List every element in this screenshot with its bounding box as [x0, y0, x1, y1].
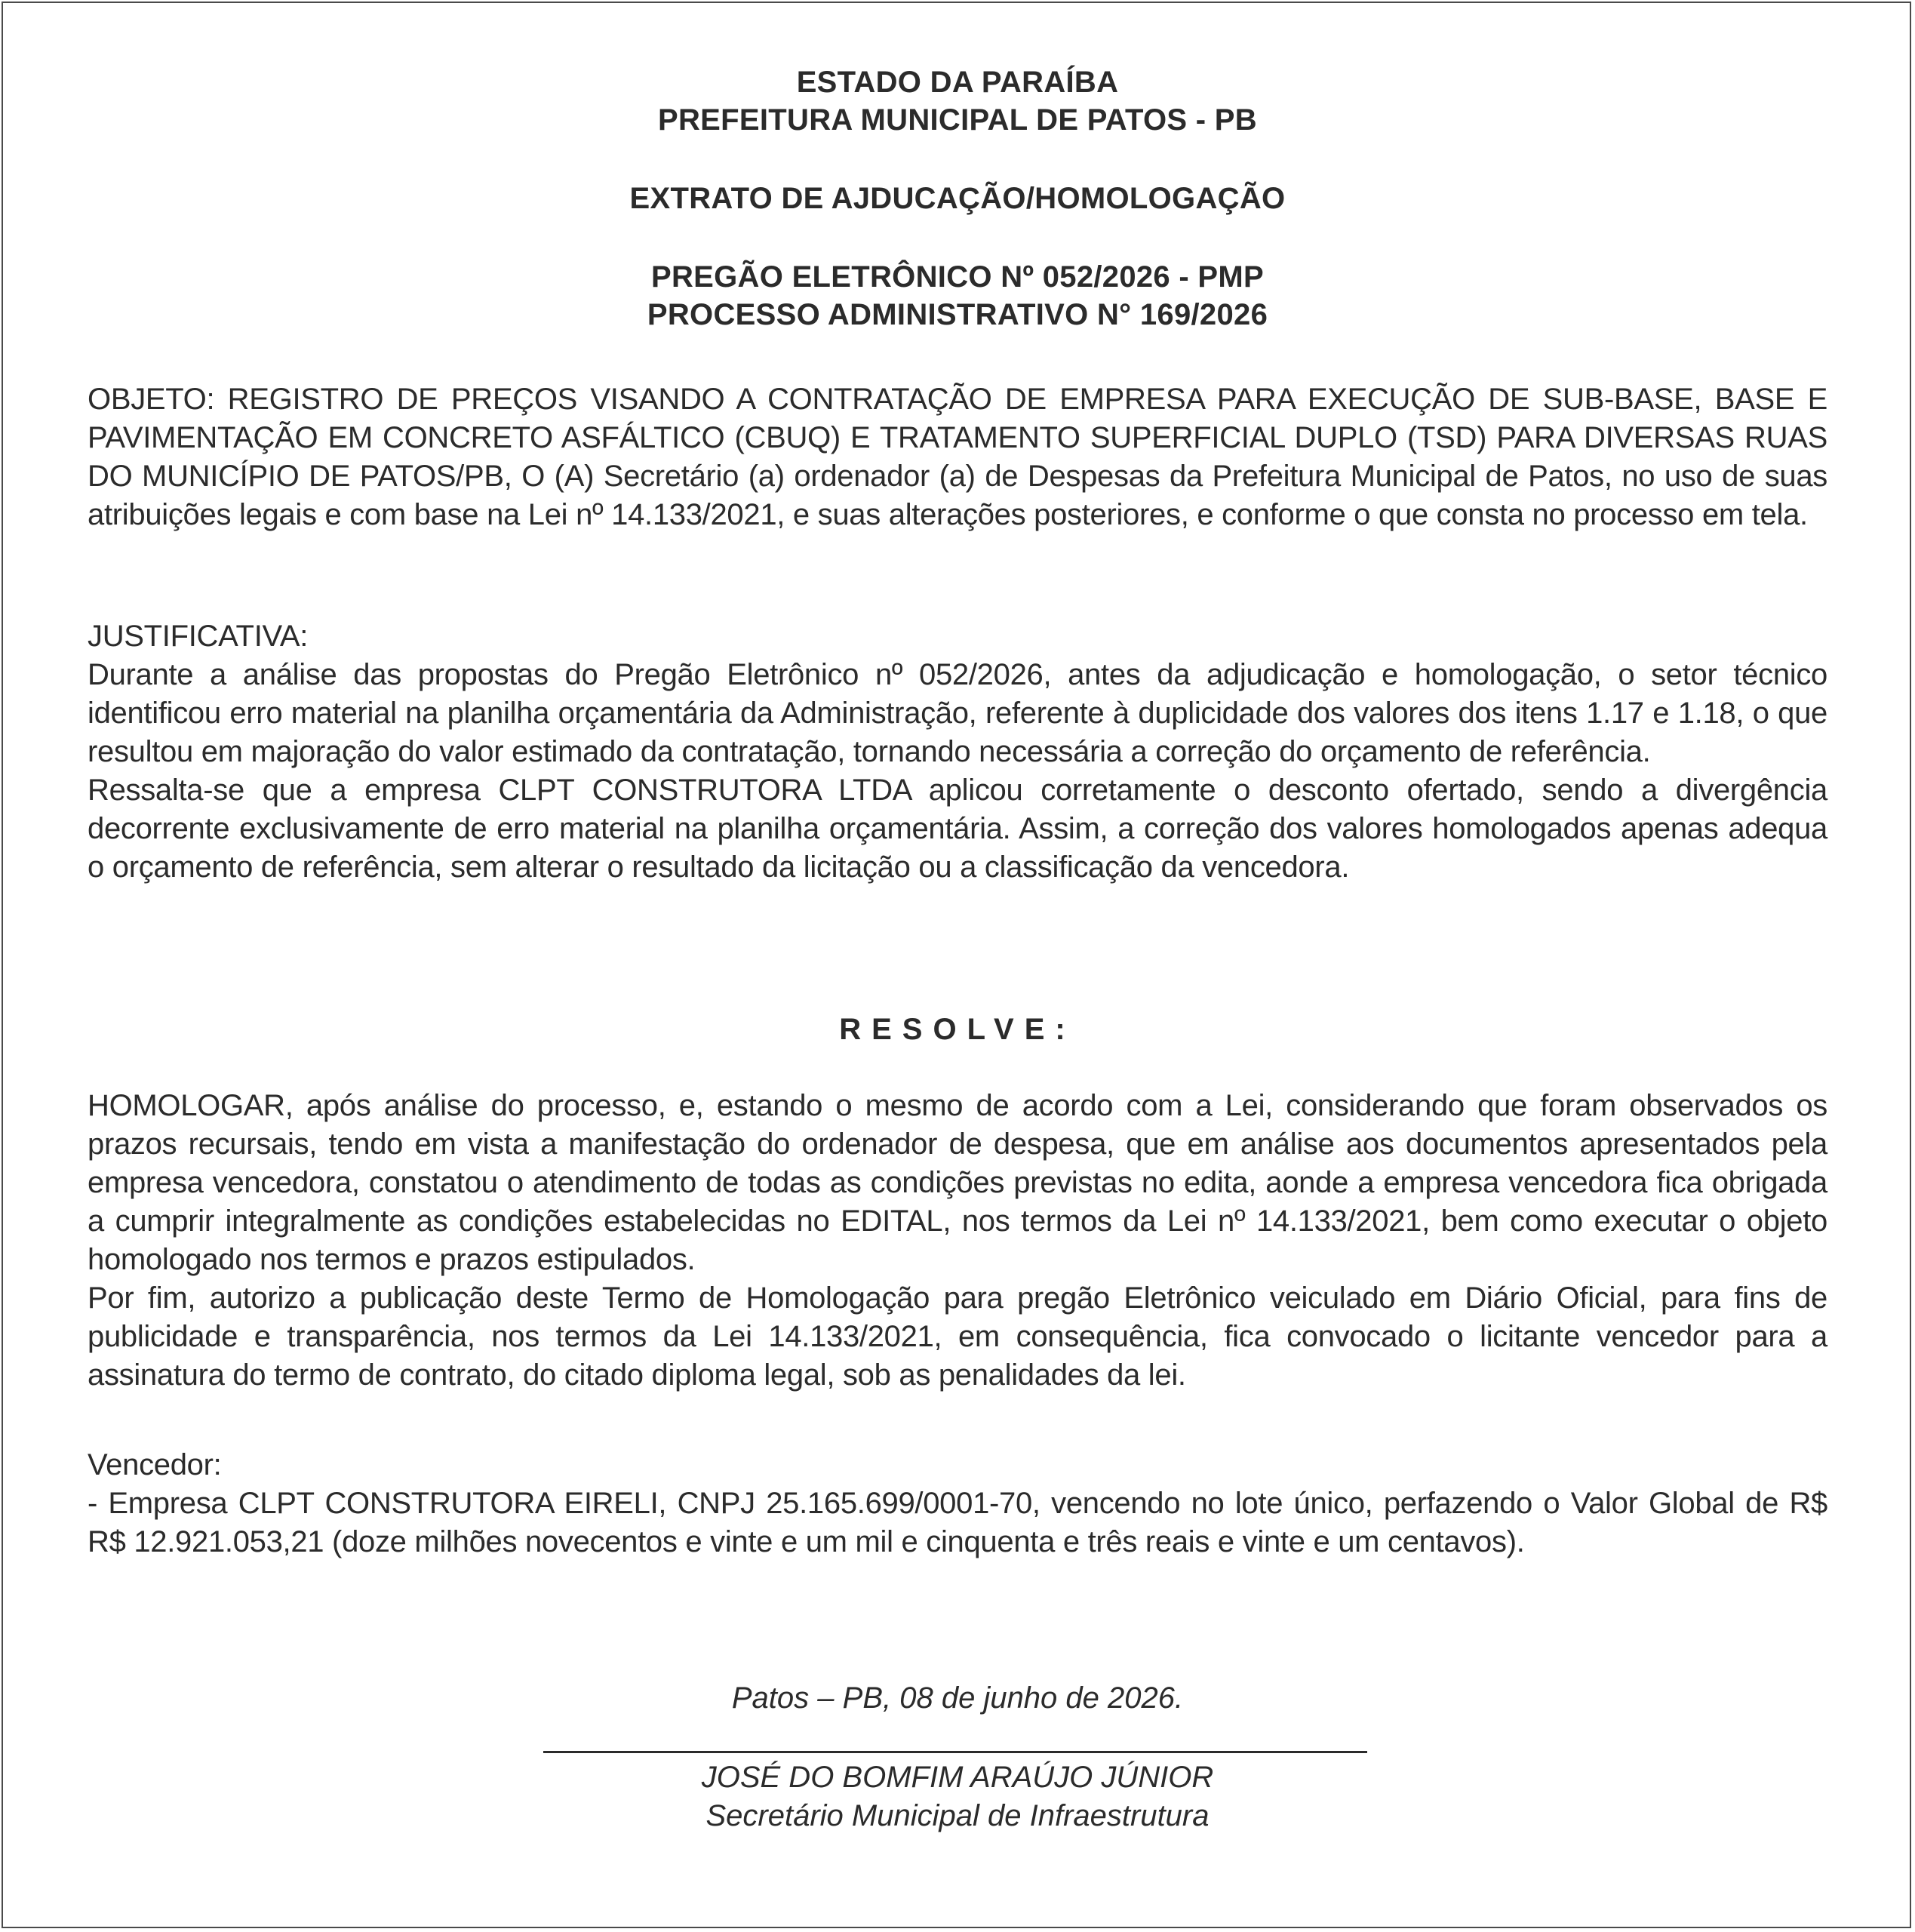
homologar-paragraph: HOMOLOGAR, após análise do processo, e, estando o mesmo de acordo com a Lei, considerando que foram observados os prazos recursais, tendo em vista a manifestação do ordenador de despesa, que em análise aos documentos apresentados pela empresa vencedora, constatou o atendimento de todas as condições previstas no edita, aonde a empresa vencedora fica obrigada a cumprir integralmente as condições estabelecidas no EDITAL, nos termos da Lei nº 14.133/2021, bem como executar o objeto homologado nos termos e prazos estipulados. — [88, 1089, 1827, 1276]
place-date: Patos – PB, 08 de junho de 2026. — [731, 1681, 1184, 1715]
state-name: ESTADO DA PARAÍBA — [796, 66, 1119, 99]
processo-number: PROCESSO ADMINISTRATIVO N° 169/2026 — [647, 298, 1268, 331]
document-type-heading — [0, 180, 1915, 217]
objeto-section — [88, 380, 1827, 534]
justificativa-section — [88, 617, 1827, 887]
signature-line — [543, 1751, 1367, 1753]
objeto-text: OBJETO: REGISTRO DE PREÇOS VISANDO A CONTRATAÇÃO DE EMPRESA PARA EXECUÇÃO DE SUB-BASE, BASE E PAVIMENTAÇÃO EM CONCRETO ASFÁLTICO (CBUQ) E TRATAMENTO SUPERFICIAL DUPLO (TSD) PARA DIVERSAS RUAS DO MUNICÍPIO DE PATOS/PB, O (A) Secretário (a) ordenador (a) de Despesas da Prefeitura Municipal de Patos, no uso de suas atribuições legais e com base na Lei nº 14.133/2021, e suas alterações posteriores, e conforme o que consta no processo em tela. — [88, 383, 1827, 531]
document-header — [0, 63, 1915, 139]
document-type: EXTRATO DE AJDUCAÇÃO/HOMOLOGAÇÃO — [629, 182, 1286, 215]
justificativa-paragraph-2: Ressalta-se que a empresa CLPT CONSTRUTORA LTDA aplicou corretamente o desconto ofertado, sendo a divergência decorrente exclusivamente de erro material na planilha orçamentária. Assim, a correção dos valores homologados apenas adequa o orçamento de referência, sem alterar o resultado da licitação ou a classificação da vencedora. — [88, 774, 1827, 884]
resolve-section — [88, 1087, 1827, 1395]
signatory-name: JOSÉ DO BOMFIM ARAÚJO JÚNIOR — [701, 1761, 1214, 1794]
signature-block — [0, 1758, 1915, 1835]
vencedor-text: - Empresa CLPT CONSTRUTORA EIRELI, CNPJ 25.165.699/0001-70, vencendo no lote único, perfazendo o Valor Global de R$ R$ 12.921.053,21 (doze milhões novecentos e vinte e um mil e cinquenta e três reais e vinte e um centavos). — [88, 1487, 1827, 1558]
prefecture-name: PREFEITURA MUNICIPAL DE PATOS - PB — [658, 103, 1257, 137]
vencedor-label: Vencedor: — [88, 1448, 222, 1481]
pregao-number: PREGÃO ELETRÔNICO Nº 052/2026 - PMP — [651, 260, 1264, 294]
publicacao-paragraph: Por fim, autorizo a publicação deste Termo de Homologação para pregão Eletrônico veiculado em Diário Oficial, para fins de publicidade e transparência, nos termos da Lei 14.133/2021, em consequência, fica convocado o licitante vencedor para a assinatura do termo de contrato, do citado diploma legal, sob as penalidades da lei. — [88, 1281, 1827, 1392]
vencedor-section — [88, 1446, 1827, 1561]
resolve-heading: RESOLVE: — [839, 1013, 1076, 1046]
signatory-role: Secretário Municipal de Infraestrutura — [705, 1799, 1210, 1832]
justificativa-label: JUSTIFICATIVA: — [88, 620, 309, 653]
process-heading — [0, 258, 1915, 334]
justificativa-paragraph-1: Durante a análise das propostas do Pregão Eletrônico nº 052/2026, antes da adjudicação e homologação, o setor técnico identificou erro material na planilha orçamentária da Administração, referente à duplicidade dos valores dos itens 1.17 e 1.18, o que resultou em majoração do valor estimado da contratação, tornando necessária a correção do orçamento de referência. — [88, 658, 1827, 768]
